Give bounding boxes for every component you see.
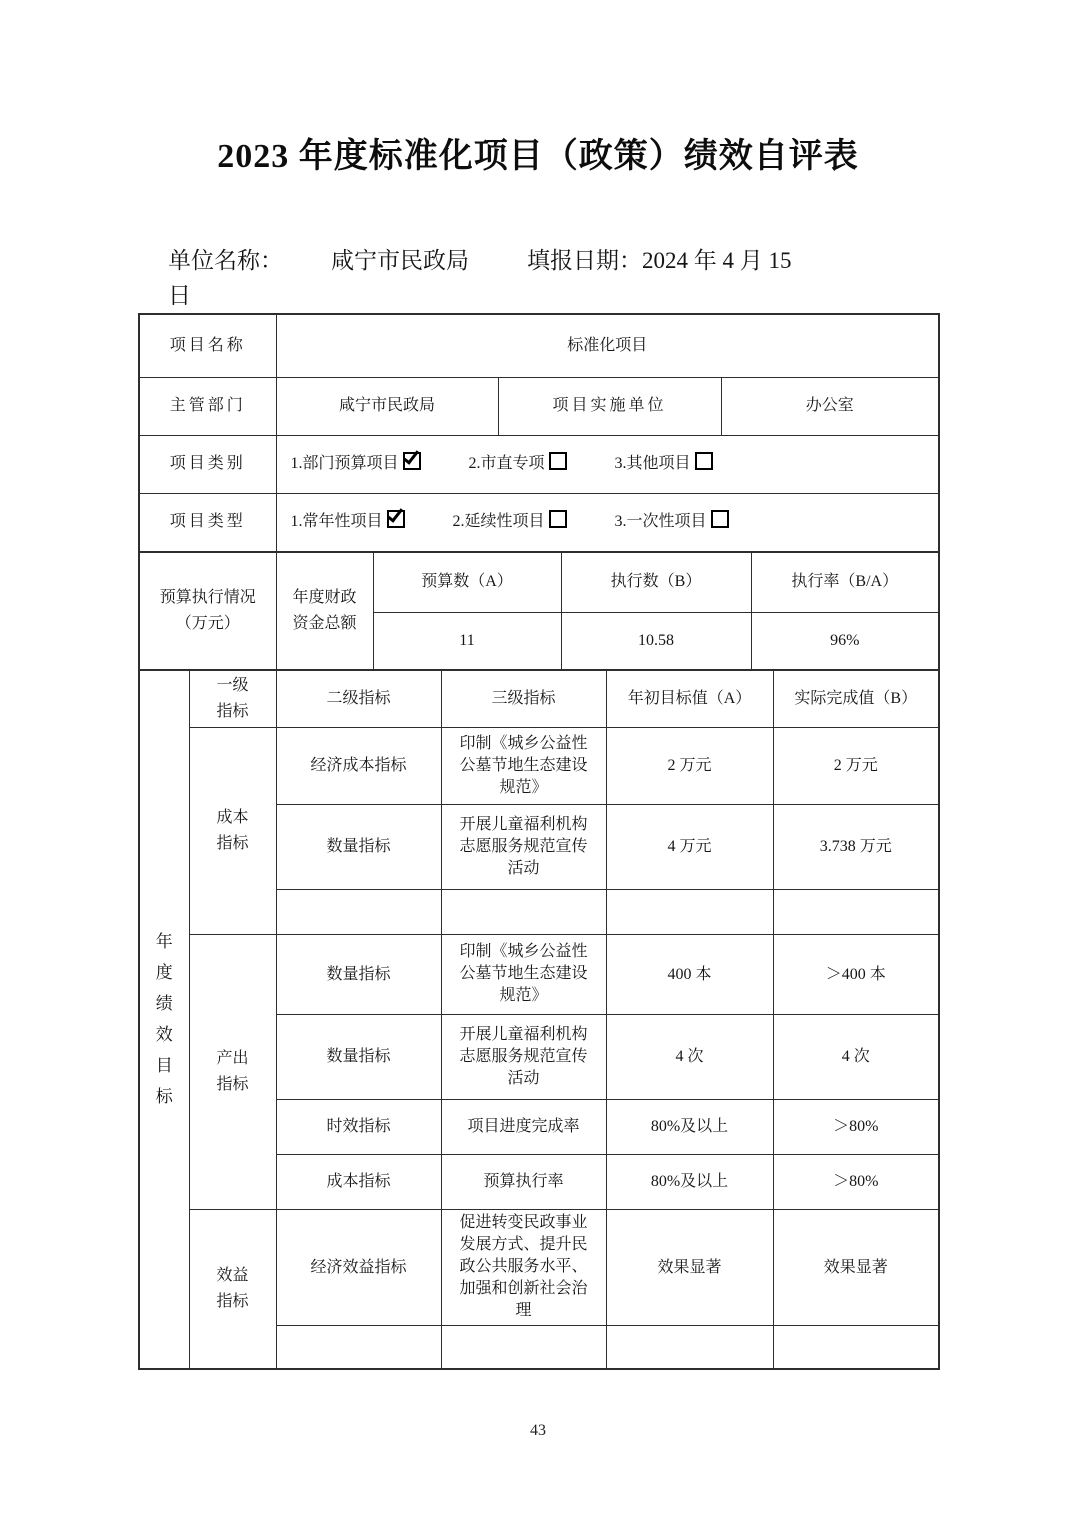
budget-amount-value-cell: 11: [373, 612, 561, 670]
department-label-cell: 主管部门: [139, 377, 276, 435]
group-benefit-label-cell: 效益指标: [189, 1210, 276, 1369]
l3-cell: 促进转变民政事业发展方式、提升民政公共服务水平、加强和创新社会治理: [441, 1210, 606, 1326]
report-date-wrap: 日: [168, 283, 191, 308]
checkbox-icon: [549, 510, 567, 528]
category-option-2: 2.市直专项: [469, 455, 567, 472]
project-name-row: [139, 314, 939, 377]
category-option-3: 3.其他项目: [615, 455, 713, 472]
actual-cell: [773, 890, 939, 935]
implement-unit-label-cell: 项目实施单位: [498, 377, 721, 435]
target-cell: 2 万元: [606, 728, 773, 805]
checkbox-icon: [711, 510, 729, 528]
implement-unit-value-cell: 办公室: [721, 377, 939, 435]
info-block: [168, 243, 938, 313]
project-category-label-cell: 项目类别: [139, 435, 276, 493]
target-cell: [606, 1326, 773, 1369]
page-title: 2023 年度标准化项目（政策）绩效自评表: [217, 138, 859, 175]
target-cell: 80%及以上: [606, 1100, 773, 1155]
report-date-value: 2024 年 4 月 15: [642, 248, 792, 273]
indicators-table: [138, 669, 940, 1370]
actual-header-cell: 实际完成值（B）: [773, 670, 939, 728]
indicator-header-row: [139, 670, 939, 728]
project-category-row: [139, 435, 939, 493]
l3-cell: 项目进度完成率: [441, 1100, 606, 1155]
annual-funds-label-cell: 年度财政资金总额: [276, 552, 373, 670]
exec-rate-value-cell: 96%: [751, 612, 939, 670]
l2-cell: 数量指标: [276, 935, 441, 1015]
exec-amount-header-cell: 执行数（B）: [561, 552, 751, 612]
info-line: [168, 243, 938, 278]
department-value-cell: 咸宁市民政局: [276, 377, 498, 435]
project-type-label-cell: 项目类型: [139, 493, 276, 552]
unit-name-value: 咸宁市民政局: [331, 248, 469, 273]
actual-cell: ＞400 本: [773, 935, 939, 1015]
actual-cell: ＞80%: [773, 1155, 939, 1210]
unit-name-label: 单位名称：: [168, 248, 283, 273]
actual-cell: ＞80%: [773, 1100, 939, 1155]
actual-cell: 3.738 万元: [773, 805, 939, 890]
annual-goals-side-label-cell: 年度绩效目标: [139, 670, 189, 1369]
project-info-table: [138, 313, 940, 553]
indicator-row: [139, 728, 939, 805]
group-output-label-cell: 产出指标: [189, 935, 276, 1210]
type-option-3: 3.一次性项目: [615, 513, 729, 530]
project-name-label-cell: 项目名称: [139, 314, 276, 377]
target-cell: 400 本: [606, 935, 773, 1015]
budget-header-row: [139, 552, 939, 612]
l3-cell: 印制《城乡公益性公墓节地生态建设规范》: [441, 728, 606, 805]
type-option-1: 1.常年性项目: [291, 513, 405, 530]
actual-cell: 4 次: [773, 1015, 939, 1100]
target-cell: 4 次: [606, 1015, 773, 1100]
target-cell: 效果显著: [606, 1210, 773, 1326]
indicator-row: [139, 1210, 939, 1326]
target-cell: [606, 890, 773, 935]
budget-table: [138, 551, 940, 671]
l2-cell: 数量指标: [276, 1015, 441, 1100]
type-option-2: 2.延续性项目: [453, 513, 567, 530]
budget-amount-header-cell: 预算数（A）: [373, 552, 561, 612]
checkbox-icon: [387, 510, 405, 528]
actual-cell: 效果显著: [773, 1210, 939, 1326]
l3-cell: [441, 1326, 606, 1369]
project-type-row: [139, 493, 939, 552]
l2-cell: 成本指标: [276, 1155, 441, 1210]
target-header-cell: 年初目标值（A）: [606, 670, 773, 728]
document-sheet: [138, 0, 938, 1440]
target-cell: 4 万元: [606, 805, 773, 890]
l2-cell: [276, 1326, 441, 1369]
checkbox-icon: [549, 452, 567, 470]
actual-cell: 2 万元: [773, 728, 939, 805]
department-row: [139, 377, 939, 435]
actual-cell: [773, 1326, 939, 1369]
l2-cell: 经济成本指标: [276, 728, 441, 805]
group-cost-label-cell: 成本指标: [189, 728, 276, 935]
exec-rate-header-cell: 执行率（B/A）: [751, 552, 939, 612]
level2-header-cell: 二级指标: [276, 670, 441, 728]
indicator-row: [139, 935, 939, 1015]
l3-cell: 预算执行率: [441, 1155, 606, 1210]
level3-header-cell: 三级指标: [441, 670, 606, 728]
level1-header-cell: 一级指标: [189, 670, 276, 728]
category-option-1: 1.部门预算项目: [291, 455, 421, 472]
l3-cell: [441, 890, 606, 935]
checkbox-icon: [695, 452, 713, 470]
l2-cell: 时效指标: [276, 1100, 441, 1155]
project-type-options-cell: [276, 493, 939, 552]
target-cell: 80%及以上: [606, 1155, 773, 1210]
l3-cell: 印制《城乡公益性公墓节地生态建设规范》: [441, 935, 606, 1015]
l2-cell: 数量指标: [276, 805, 441, 890]
exec-amount-value-cell: 10.58: [561, 612, 751, 670]
l2-cell: 经济效益指标: [276, 1210, 441, 1326]
l2-cell: [276, 890, 441, 935]
project-category-options-cell: [276, 435, 939, 493]
report-date-label: 填报日期：: [527, 248, 642, 273]
checkbox-icon: [403, 452, 421, 470]
l3-cell: 开展儿童福利机构志愿服务规范宣传活动: [441, 1015, 606, 1100]
budget-section-label-cell: 预算执行情况（万元）: [139, 552, 276, 670]
project-name-value-cell: 标准化项目: [276, 314, 939, 377]
l3-cell: 开展儿童福利机构志愿服务规范宣传活动: [441, 805, 606, 890]
page-number: 43: [530, 1421, 546, 1439]
